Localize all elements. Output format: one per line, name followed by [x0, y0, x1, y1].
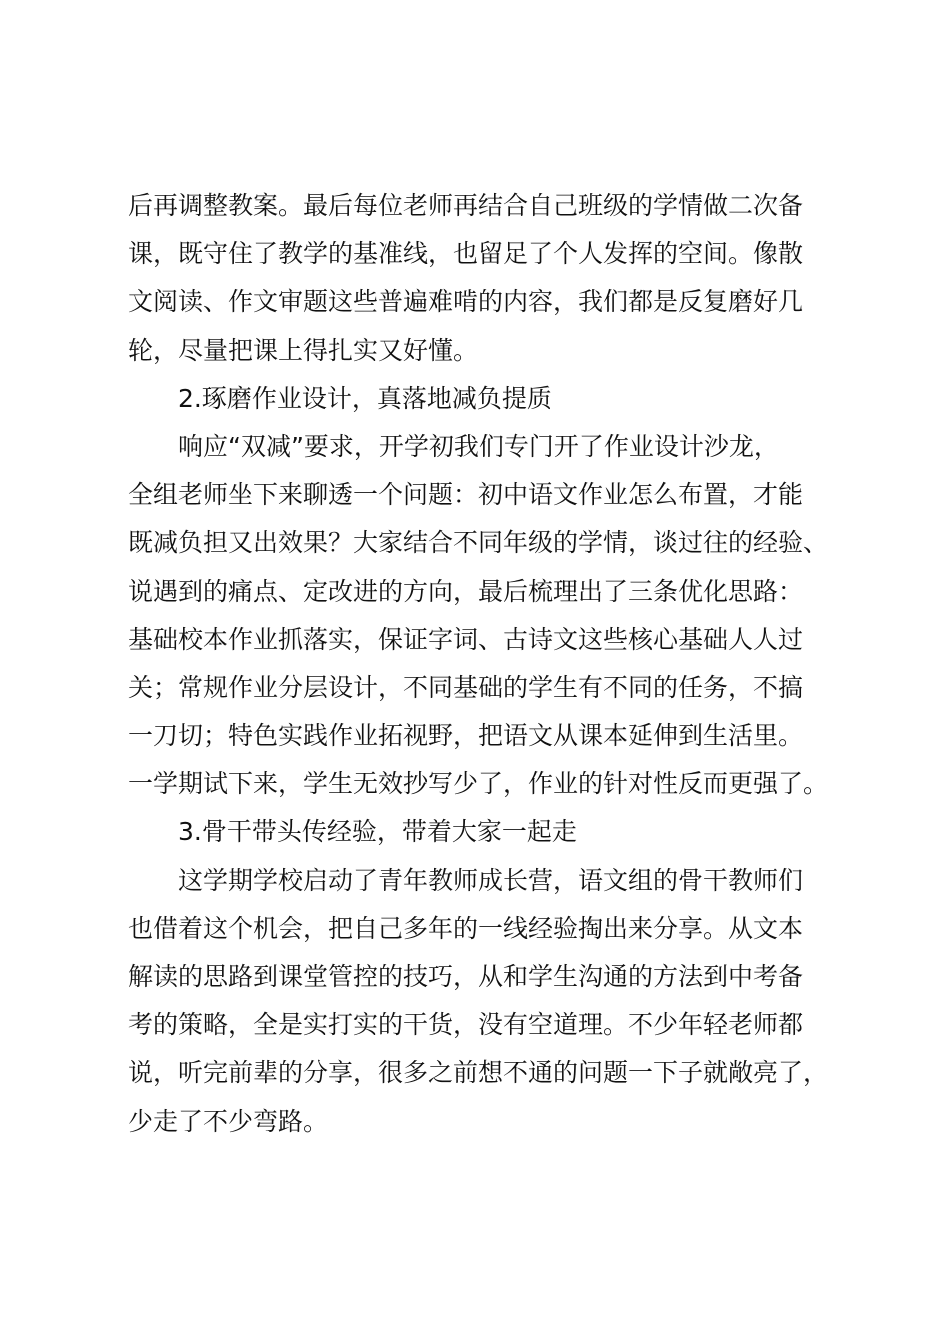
paragraph-start-line: 2.琢磨作业设计，真落地减负提质 — [178, 383, 552, 413]
text-line: 少走了不少弯路。 — [128, 1106, 329, 1136]
text-line: 说遇到的痛点、定改进的方向，最后梳理出了三条优化思路： — [128, 576, 804, 606]
text-line: 轮，尽量把课上得扎实又好懂。 — [128, 335, 479, 365]
text-line: 基础校本作业抓落实，保证字词、古诗文这些核心基础人人过 — [128, 624, 804, 654]
text-line: 全组老师坐下来聊透一个问题：初中语文作业怎么布置，才能 — [128, 480, 804, 510]
paragraph-start-line: 这学期学校启动了青年教师成长营，语文组的骨干教师们 — [178, 865, 804, 895]
text-line: 说，听完前辈的分享，很多之前想不通的问题一下子就敞亮了， — [128, 1058, 829, 1088]
text-line: 解读的思路到课堂管控的技巧，从和学生沟通的方法到中考备 — [128, 962, 804, 991]
text-line: 既减负担又出效果？大家结合不同年级的学情，谈过往的经验、 — [128, 528, 829, 558]
text-line: 也借着这个机会，把自己多年的一线经验掏出来分享。从文本 — [128, 913, 804, 943]
text-line: 文阅读、作文审题这些普遍难啃的内容，我们都是反复磨好几 — [128, 287, 804, 317]
paragraph-start-line: 响应“双减”要求，开学初我们专门开了作业设计沙龙， — [178, 431, 779, 461]
text-line: 关；常规作业分层设计，不同基础的学生有不同的任务，不搞 — [128, 672, 804, 702]
text-line: 后再调整教案。最后每位老师再结合自己班级的学情做二次备 — [128, 191, 804, 220]
document-body — [128, 182, 828, 1146]
paragraph-start-line: 3.骨干带头传经验，带着大家一起走 — [178, 817, 577, 847]
text-line: 一刀切；特色实践作业拓视野，把语文从课本延伸到生活里。 — [128, 721, 804, 751]
text-line: 课，既守住了教学的基准线，也留足了个人发挥的空间。像散 — [128, 239, 804, 269]
text-line: 考的策略，全是实打实的干货，没有空道理。不少年轻老师都 — [128, 1010, 804, 1040]
text-line: 一学期试下来，学生无效抄写少了，作业的针对性反而更强了。 — [128, 769, 829, 799]
